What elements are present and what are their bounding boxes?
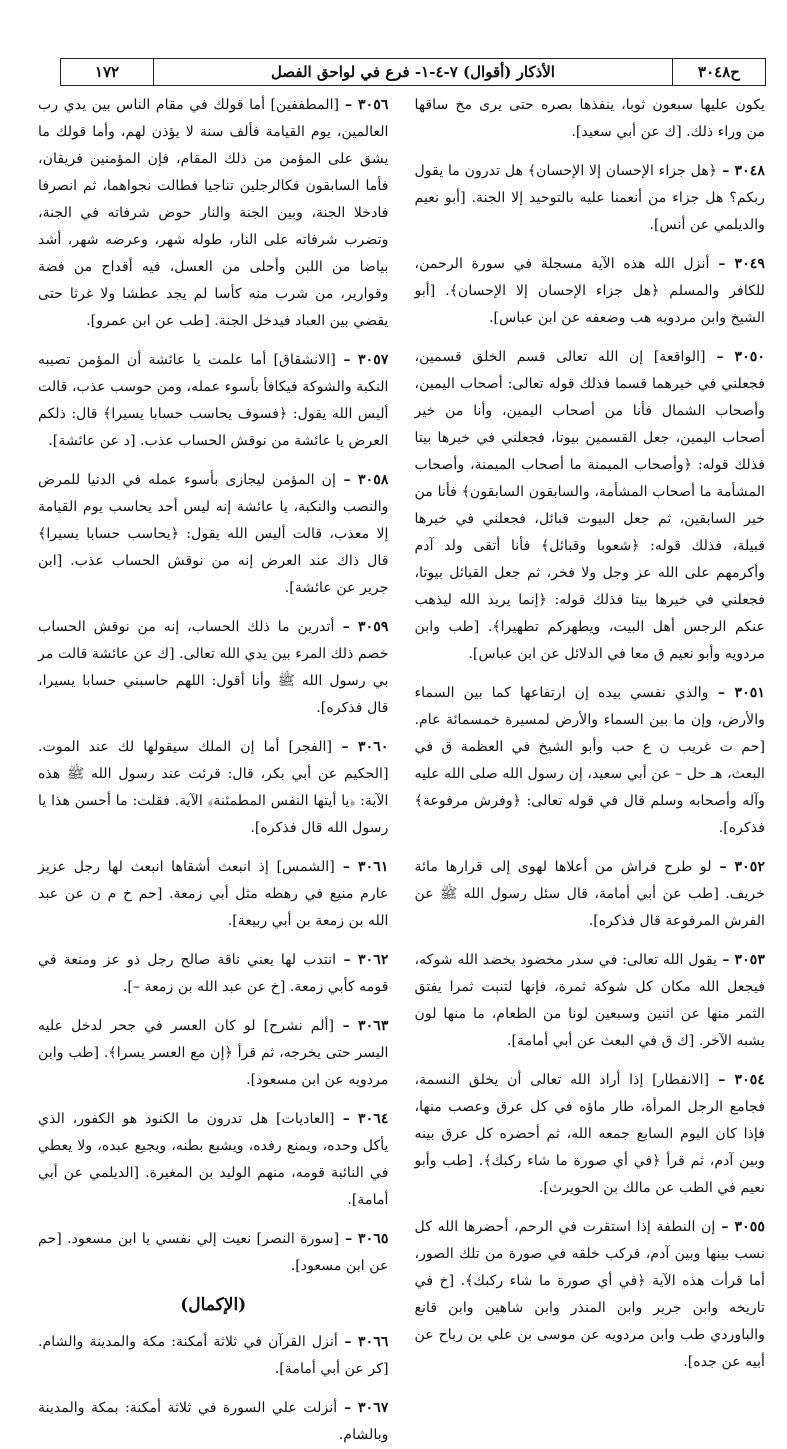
hadith-number: ٣٠٥٧ – [335, 352, 389, 368]
hadith-number: ٣٠٥٨ – [336, 472, 389, 488]
hadith-entry [38, 1226, 389, 1280]
hadith-text: إن النطفة إذا استقرت في الرحم، أحضرها الله كل نسب بينها وبين آدم، فركب خلقه في صورة من تلك الصور، أما قرأت هذه الآية ﴿في أي صورة ما شاء ركبك﴾. [خ في تاريخه وابن جرير وابن المنذر وابن شاهين وابن قانع والباوردي طب وابن مردويه عن موسى بن علي بن رباح عن أبيه عن جده]. [414, 1219, 765, 1370]
hadith-entry [38, 1395, 389, 1449]
hadith-number: ٣٠٦١ – [334, 859, 389, 875]
hadith-entry [415, 344, 766, 668]
hadith-entry [415, 1214, 766, 1376]
hadith-text: [الانشقاق] أما علمت يا عائشة أن المؤمن تصيبه النكبة والشوكة فيكافأ بأسوء عمله، ومن حوسب عذب، قالت أليس الله يقول: ﴿فسوف يحاسب حسابا يسيرا﴾ قال: ذلكم العرض يا عائشة من نوقش الحساب عذب. [د عن عائشة]. [38, 352, 389, 449]
hadith-entry [38, 1106, 389, 1214]
hadith-number: ٣٠٥٩ – [334, 619, 389, 635]
hadith-number: ٣٠٦٥ – [339, 1231, 389, 1247]
hadith-text: [المطففين] أما قولك في مقام الناس بين يدي رب العالمين، يوم القيامة فألف سنة لا يؤذن لهم، وأما قولك ما يشق على المؤمن من ذلك المقام، فإن المؤمنين فريقان، فأما السابقون فكالرجلين تناجيا فطالت نجواهما، ثم انصرفا فادخلا الجنة، وبين الجنة والنار حوض شرفاته في الجنة، وتضرب شرفاته على النار، طوله شهر، وعرضه شهر، أشد بياضا من اللبن وأحلى من العسل، فيه أقداح من فضة وقوارير، من شرب منه كأسا لم يجد عطشا ولا غرثا حتى يقضي بين العباد فيدخل الجنة. [طب عن ابن عمرو]. [38, 97, 389, 329]
hadith-text: لو طرح فراش من أعلاها لهوى إلى قرارها مائة خريف. [طب عن أبي أمامة، قال سئل رسول الله ﷺ عن الفرش المرفوعة قال فذكره]. [414, 859, 765, 929]
section-heading: (الإكمال) [180, 1295, 247, 1315]
left-column [38, 92, 389, 1443]
hadith-number: ٣٠٥٢ – [711, 859, 765, 875]
hadith-number: ٣٠٥٠ – [705, 349, 765, 365]
hadith-number: ٣٠٥٥ – [715, 1219, 765, 1235]
hadith-text: أتدرين ما ذلك الحساب، إنه من نوقش الحساب خصم ذلك المرء بين يدي الله تعالى. [ك عن عائشة قالت مر بي رسول الله ﷺ وأنا أقول: اللهم حاسبني حسابا يسيرا، قال فذكره]. [38, 619, 389, 716]
hadith-entry [38, 467, 389, 602]
hadith-entry [38, 1013, 389, 1094]
page-header [60, 58, 766, 86]
hadith-text: إن المؤمن ليجازى بأسوء عمله في الدنيا للمرض والنصب والنكبة، يا عائشة إنه ليس أحد يحاسب يوم القيامة إلا معذب، قالت أليس الله يقول: ﴿يحاسب حسابا يسيرا﴾ قال ذاك عند العرض إنه من نوقش الحساب عذب. [ابن جرير عن عائشة]. [38, 472, 389, 596]
hadith-entry [38, 614, 389, 722]
hadith-entry [38, 734, 389, 842]
hadith-text: [الشمس] إذ انبعث أشقاها انبعث لها رجل عزيز عارم منيع في رهطه مثل أبي زمعة. [حم خ م ن عن عبد الله بن زمعة بن أبي ربيعة]. [38, 859, 389, 929]
hadith-number: ٣٠٥٤ – [709, 1072, 765, 1088]
hadith-entry [415, 92, 766, 146]
hadith-text: ﴿هل جزاء الإحسان إلا الإحسان﴾ هل تدرون ما يقول ربكم؟ هل جزاء من أنعمنا عليه بالتوحيد إلا الجنة. [أبو نعيم والديلمي عن أنس]. [414, 163, 765, 233]
hadith-entry [415, 1067, 766, 1202]
hadith-text: [الفجر] أما إن الملك سيقولها لك عند الموت. [الحكيم عن أبي بكر، قال: قرئت عند رسول الله ﷺ هذه الآية: ﴿يا أيتها النفس المطمئنة﴾ الآية. فقلت: ما أحسن هذا يا رسول الله قال فذكره]. [38, 739, 389, 836]
hadith-text: والذي نفسي بيده إن ارتفاعها كما بين السماء والأرض، وإن ما بين السماء والأرض لمسيرة خمسمائة عام. [حم ت غريب ن ع حب وأبو الشيخ في العظمة ق في البعث، هـ حل – عن أبي سعيد، إن رسول الله صلى الله عليه وآله وأصحابه وسلم قال في قوله تعالى: ﴿وفرش مرفوعة﴾ فذكره]. [414, 685, 765, 836]
right-column [414, 92, 766, 1370]
hadith-entry [415, 854, 766, 935]
hadith-text: [سورة النصر] نعيت إلي نفسي يا ابن مسعود. [حم عن ابن مسعود]. [38, 1231, 389, 1274]
text-columns [38, 92, 765, 1443]
hadith-entry [415, 947, 766, 1055]
hadith-entry [415, 680, 766, 842]
hadith-number: ٣٠٦٣ – [334, 1018, 389, 1034]
hadith-number: ٣٠٤٩ – [709, 256, 765, 272]
hadith-number: ٣٠٦٢ – [336, 952, 389, 968]
hadith-text: أنزل القرآن في ثلاثة أمكنة: مكة والمدينة والشام. [كر عن أبي أمامة]. [38, 1334, 389, 1377]
hadith-text: [ألم نشرح] لو كان العسر في جحر لدخل عليه اليسر حتى يخرجه، ثم قرأ ﴿إن مع العسر يسرا﴾. [طب وابن مردويه عن ابن مسعود]. [38, 1018, 389, 1088]
hadith-text: انتدب لها يعني ناقة صالح رجل ذو عز ومنعة في قومه كأبي زمعة. [خ عن عبد الله بن زمعة –]. [38, 952, 389, 995]
hadith-number: ٣٠٥١ – [708, 685, 765, 701]
hadith-entry [38, 1329, 389, 1383]
hadith-number: ٣٠٦٠ – [332, 739, 389, 755]
hadith-number: ٣٠٦٤ – [334, 1111, 389, 1127]
hadith-number: ٣٠٤٨ – [717, 163, 765, 179]
hadith-entry [38, 92, 389, 335]
hadith-entry [38, 347, 389, 455]
hadith-range: ح٣٠٤٨ [672, 59, 765, 85]
hadith-text: أنزلت علي السورة في ثلاثة أمكنة: بمكة والمدينة وبالشام. [38, 1400, 389, 1443]
hadith-text: [الانفطار] إذا أراد الله تعالى أن يخلق النسمة، فجامع الرجل المرأة، طار ماؤه في كل عرق وعصب منها، فإذا كان اليوم السابع جمعه الله، ثم أحضره كل عرق بينه وبين آدم، ثم قرأ ﴿في أي صورة ما شاء ركبك﴾. [طب وأبو نعيم في الطب عن مالك بن الحويرث]. [414, 1072, 765, 1196]
page-title: الأذكار (أقوال) ٧-٤-١- فرع في لواحق الفصل [271, 63, 555, 81]
page-number: ١٧٢ [61, 59, 154, 85]
hadith-number: ٣٠٦٧ – [337, 1400, 389, 1416]
hadith-entry [38, 947, 389, 1001]
hadith-text: [الواقعة] إن الله تعالى قسم الخلق قسمين، فجعلني في خيرهما قسما فذلك قوله تعالى: أصحاب اليمين، وأصحاب الشمال فأنا من أصحاب اليمين، وأنا من خير أصحاب اليمين، جعل القسمين بيوتا، فجعلني في خيرها بيتا فذلك قوله: ﴿وأصحاب الميمنة ما أصحاب الميمنة، وأصحاب المشأمة ما أصحاب المشأمة، والسابقون السابقون﴾ فأنا من خير السابقين، ثم جعل البيوت قبائل، فجعلني في خيرها قبيلة، فذلك قوله: ﴿شعوبا وقبائل﴾ فأنا أتقى ولد آدم وأكرمهم على الله عز وجل ولا فخر، ثم جعل القبائل بيوتا، فجعلني في خيرها بيتا فذلك قوله: ﴿إنما يريد الله ليذهب عنكم الرجس أهل البيت، ويطهركم تطهيرا﴾. [طب وابن مردويه وأبو نعيم ق معا في الدلائل عن ابن عباس]. [414, 349, 765, 662]
hadith-number: ٣٠٥٦ – [339, 97, 389, 113]
hadith-number: ٣٠٦٦ – [337, 1334, 389, 1350]
hadith-text: يكون عليها سبعون ثوبا، ينفذها بصره حتى يرى مخ ساقها من وراء ذلك. [ك عن أبي سعيد]. [414, 97, 765, 140]
hadith-entry [38, 854, 389, 935]
hadith-number: ٣٠٥٣ – [717, 952, 765, 968]
hadith-text: يقول الله تعالى: في سدر مخضود يخضد الله شوكه، فيجعل الله مكان كل شوكة ثمرة، فإنها لتنبت ثمرا يفتق الثمر منها عن اثنين وسبعين لونا من الطعام، ما منها لون يشبه الآخر. [ك ق في البعث عن أبي أمامة]. [414, 952, 765, 1049]
hadith-text: [العاديات] هل تدرون ما الكنود هو الكفور، الذي يأكل وحده، ويمنع رفده، ويشبع بطنه، ويجيع عبده، ولا يعطي في النائبة قومه، منهم الوليد بن المغيرة. [الديلمي عن أبي أمامة]. [38, 1111, 389, 1208]
hadith-entry [415, 251, 766, 332]
hadith-entry [415, 158, 766, 239]
hadith-text: أنزل الله هذه الآية مسجلة في سورة الرحمن، للكافر والمسلم ﴿هل جزاء الإحسان إلا الإحسان﴾. [أبو الشيخ وابن مردويه هب وضعفه عن ابن عباس]. [414, 256, 765, 326]
